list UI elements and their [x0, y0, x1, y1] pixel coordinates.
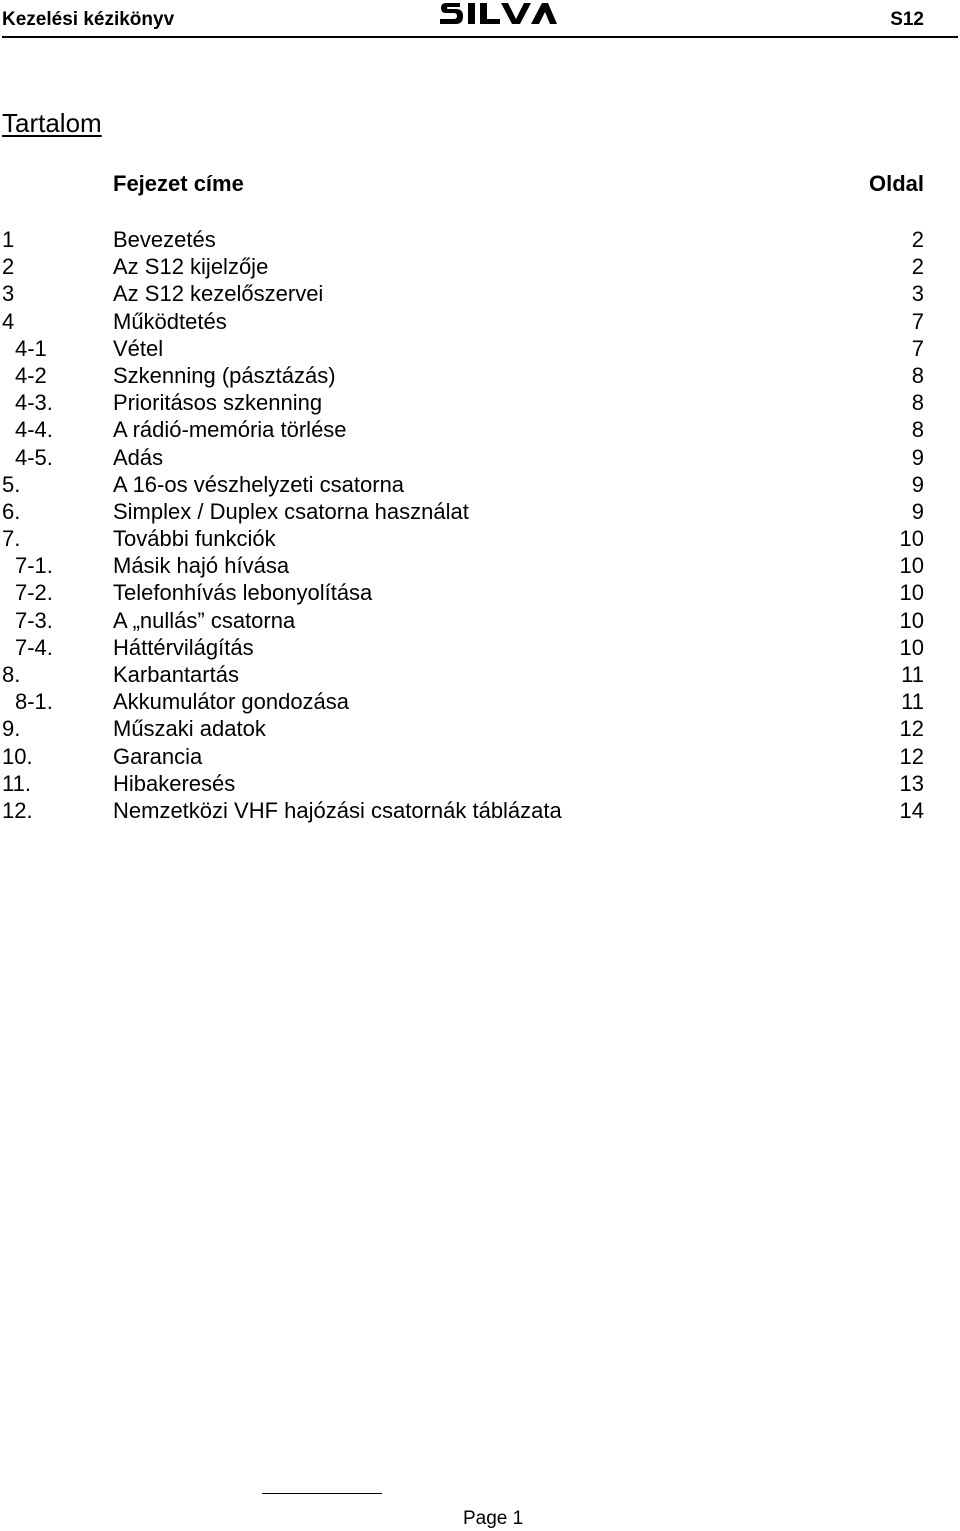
toc-entry — [0, 688, 960, 715]
toc-entry — [0, 661, 960, 688]
toc-entry — [0, 226, 960, 253]
toc-entry-number: 8. — [2, 662, 21, 687]
toc-entry-title: A „nullás” csatorna — [113, 607, 296, 633]
toc-entry-number: 4-5. — [15, 444, 53, 470]
toc-entry-title: Prioritásos szkenning — [113, 390, 323, 416]
toc-entry-number: 8-1. — [15, 689, 53, 715]
toc-entry — [0, 362, 960, 389]
toc-entry — [0, 579, 960, 606]
toc-entry-number: 12. — [2, 797, 33, 823]
toc-entry-page: 2 — [911, 254, 924, 280]
toc-entry-title: Karbantartás — [113, 662, 239, 687]
toc-entry-title: Bevezetés — [113, 227, 216, 252]
toc-entry-number: 4-3. — [15, 390, 53, 416]
toc-entry-title: Garancia — [113, 743, 203, 769]
toc-entry — [0, 743, 960, 770]
toc-entry-title: Telefonhívás lebonyolítása — [113, 580, 373, 606]
toc-entry-number: 7-4. — [15, 634, 53, 660]
toc-entry-title: A 16-os vészhelyzeti csatorna — [113, 471, 405, 497]
toc-entry-title: Működtetés — [113, 308, 227, 334]
toc-entry-page: 9 — [911, 498, 924, 524]
footer-divider — [262, 1493, 382, 1494]
toc-entry-number: 6. — [2, 498, 21, 524]
toc-entry-page: 13 — [899, 770, 924, 796]
toc-entry-title: Háttérvilágítás — [113, 634, 254, 660]
footer-page-number: Page 1 — [463, 1508, 524, 1529]
toc-entry — [0, 389, 960, 416]
toc-entry-title: Az S12 kezelőszervei — [113, 281, 324, 307]
column-header-page: Oldal — [868, 171, 924, 196]
toc-entry-page: 9 — [911, 471, 924, 497]
toc-entry-page: 12 — [899, 743, 924, 769]
toc-entry — [0, 552, 960, 579]
toc-entry-page: 8 — [911, 417, 924, 443]
toc-entry-page: 10 — [899, 634, 924, 660]
toc-entry — [0, 253, 960, 280]
toc-entry-title: A rádió-memória törlése — [113, 417, 347, 443]
silva-logo — [438, 0, 558, 26]
toc-entry-number: 7-1. — [15, 553, 53, 579]
toc-entry — [0, 607, 960, 634]
toc-entry — [0, 498, 960, 525]
toc-entry-number: 3 — [2, 281, 15, 307]
toc-entry-page: 3 — [911, 281, 924, 307]
toc-entry — [0, 471, 960, 498]
toc-entry-title: Nemzetközi VHF hajózási csatornák táblázata — [113, 797, 562, 823]
toc-entry-page: 11 — [901, 662, 924, 687]
toc-entry-page: 10 — [899, 580, 924, 606]
toc-entry-number: 4-1 — [15, 335, 47, 361]
toc-entry-number: 4 — [2, 308, 15, 334]
toc-entry-number: 11. — [2, 770, 31, 796]
toc-entry-page: 2 — [911, 227, 924, 252]
model-label: S12 — [890, 9, 924, 30]
toc-entry-title: Az S12 kijelzője — [113, 254, 269, 280]
toc-entry-title: Szkenning (pásztázás) — [113, 362, 336, 388]
toc-entry-number: 2 — [2, 254, 15, 280]
toc-entry — [0, 715, 960, 742]
toc-entry-page: 9 — [911, 444, 924, 470]
toc-entry — [0, 416, 960, 443]
manual-title: Kezelési kézikönyv — [2, 9, 175, 30]
toc-entry-page: 10 — [899, 607, 924, 633]
column-header-chapter: Fejezet címe — [113, 171, 244, 196]
toc-entry — [0, 634, 960, 661]
toc-entry-number: 7. — [2, 526, 21, 552]
toc-entry-title: Másik hajó hívása — [113, 553, 290, 579]
toc-entry-number: 5. — [2, 471, 21, 497]
toc-entry-number: 10. — [2, 743, 33, 769]
toc-entry — [0, 280, 960, 307]
toc-entry-page: 8 — [911, 362, 924, 388]
toc-entry — [0, 335, 960, 362]
toc-entry-page: 8 — [911, 390, 924, 416]
toc-entry — [0, 797, 960, 824]
toc-entry-number: 7-3. — [15, 607, 53, 633]
table-of-contents — [0, 226, 960, 824]
toc-entry-page: 7 — [911, 308, 924, 334]
toc-entry-page: 11 — [901, 689, 924, 715]
toc-entry-page: 7 — [911, 335, 924, 361]
toc-entry-title: Adás — [113, 444, 164, 470]
toc-entry-number: 4-2 — [15, 362, 47, 388]
toc-entry-number: 1 — [2, 227, 15, 252]
toc-entry — [0, 525, 960, 552]
page-title: Tartalom — [2, 108, 102, 138]
toc-entry-title: Vétel — [113, 335, 164, 361]
header-divider — [2, 36, 958, 38]
toc-entry-title: Akkumulátor gondozása — [113, 689, 350, 715]
toc-entry — [0, 444, 960, 471]
toc-entry-page: 14 — [899, 797, 924, 823]
toc-entry-page: 10 — [899, 526, 924, 552]
toc-entry-title: Simplex / Duplex csatorna használat — [113, 498, 469, 524]
toc-entry-number: 7-2. — [15, 580, 53, 606]
toc-entry-page: 12 — [899, 716, 924, 742]
toc-entry — [0, 770, 960, 797]
toc-entry-page: 10 — [899, 553, 924, 579]
toc-entry-number: 9. — [2, 716, 21, 742]
toc-entry-number: 4-4. — [15, 417, 53, 443]
toc-entry-title: Műszaki adatok — [113, 716, 266, 742]
toc-entry — [0, 308, 960, 335]
page-header — [0, 0, 960, 38]
toc-entry-title: Hibakeresés — [113, 770, 236, 796]
toc-entry-title: További funkciók — [113, 526, 276, 552]
